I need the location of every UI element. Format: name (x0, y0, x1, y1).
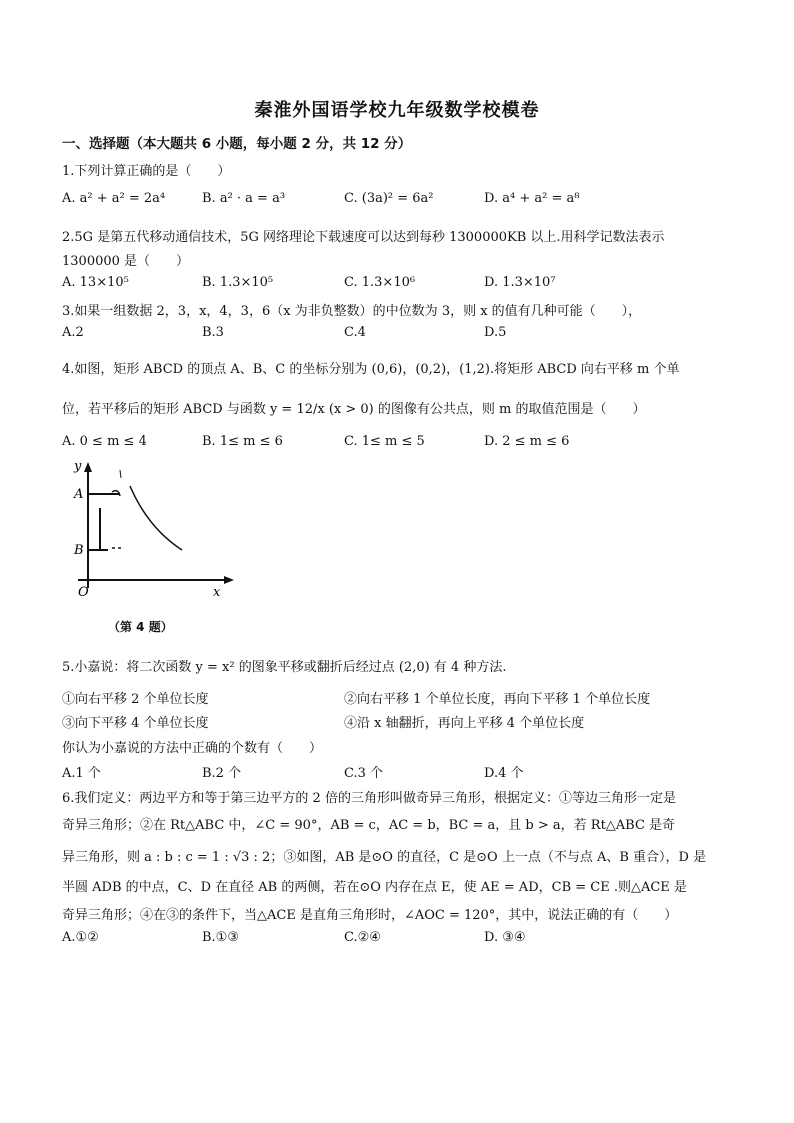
q5-option-b: B.2 个 (202, 766, 242, 781)
q3-option-a: A.2 (62, 325, 84, 340)
q5-option-a: A.1 个 (62, 766, 101, 781)
q2-option-b: B. 1.3×10⁵ (202, 275, 274, 290)
q4-figure (68, 458, 248, 608)
page-title: 秦淮外国语学校九年级数学校模卷 (254, 100, 540, 121)
q2-option-c: C. 1.3×10⁶ (344, 275, 416, 290)
q6-line-3: 异三角形，则 a : b : c = 1 : √3 : 2；③如图，AB 是⊙O 的直径，C 是⊙O 上一点（不与点 A、B 重合），D 是 (62, 850, 707, 865)
y-label: y (74, 459, 82, 474)
q5-method-3: ③向下平移 4 个单位长度 (62, 716, 209, 731)
point-b-label: B (74, 543, 84, 558)
q6-line-1: 6.我们定义：两边平方和等于第三边平方的 2 倍的三角形叫做奇异三角形，根据定义：①等边三角形一定是 (62, 791, 676, 806)
q3-option-b: B.3 (202, 325, 224, 340)
section-heading: 一、选择题（本大题共 6 小题，每小题 2 分，共 12 分） (62, 136, 412, 152)
q5-option-c: C.3 个 (344, 766, 384, 781)
q2-option-d: D. 1.3×10⁷ (484, 275, 556, 290)
q1-option-d: D. a⁴ + a² = a⁸ (484, 191, 580, 206)
q5-method-4: ④沿 x 轴翻折，再向上平移 4 个单位长度 (344, 716, 585, 731)
q5-option-d: D.4 个 (484, 766, 524, 781)
q5-question: 你认为小嘉说的方法中正确的个数有（ ） (62, 741, 323, 756)
q1-option-a: A. a² + a² = 2a⁴ (62, 191, 166, 206)
q4-option-d: D. 2 ≤ m ≤ 6 (484, 434, 570, 449)
q4-figure-caption: （第 4 题） (108, 620, 173, 634)
q4-stem-line2: 位，若平移后的矩形 ABCD 与函数 y = 12/x (x > 0) 的图像有公共点，则 m 的取值范围是（ ） (62, 402, 646, 417)
q6-option-c: C.②④ (344, 930, 381, 945)
q5-stem: 5.小嘉说：将二次函数 y = x² 的图象平移或翻折后经过点 (2,0) 有 4 种方法. (62, 660, 507, 675)
q6-option-d: D. ③④ (484, 930, 526, 945)
x-axis-arrow (224, 576, 234, 584)
q2-stem-line1: 2.5G 是第五代移动通信技术，5G 网络理论下载速度可以达到每秒 1300000KB 以上.用科学记数法表示 (62, 230, 665, 245)
q3-stem: 3.如果一组数据 2，3，x，4，3，6（x 为非负整数）的中位数为 3，则 x 的值有几种可能（ ）， (62, 304, 642, 319)
q2-option-a: A. 13×10⁵ (62, 275, 129, 290)
q6-line-5: 奇异三角形；④在③的条件下，当△ACE 是直角三角形时，∠AOC = 120°，其中，说法正确的有（ ） (62, 908, 678, 923)
q6-option-a: A.①② (62, 930, 99, 945)
q6-line-2: 奇异三角形；②在 Rt△ABC 中，∠C = 90°，AB = c，AC = b，BC = a，且 b > a，若 Rt△ABC 是奇 (62, 818, 676, 833)
q4-option-c: C. 1≤ m ≤ 5 (344, 434, 425, 449)
y-axis-arrow (84, 462, 92, 472)
point-a-label: A (74, 487, 84, 502)
tick-mark (120, 470, 121, 478)
hyperbola-curve (130, 486, 182, 550)
q3-option-c: C.4 (344, 325, 366, 340)
origin-label: O (78, 585, 89, 600)
x-label: x (213, 585, 221, 600)
q1-option-c: C. (3a)² = 6a² (344, 191, 434, 206)
q6-option-b: B.①③ (202, 930, 239, 945)
q4-stem-line1: 4.如图，矩形 ABCD 的顶点 A、B、C 的坐标分别为 (0,6)，(0,2)，(1,2).将矩形 ABCD 向右平移 m 个单 (62, 362, 680, 377)
q3-option-d: D.5 (484, 325, 507, 340)
q1-stem: 1.下列计算正确的是（ ） (62, 164, 231, 179)
q6-line-4: 半圆 ADB 的中点，C、D 在直径 AB 的两侧，若在⊙O 内存在点 E，使 AE = AD，CB = CE .则△ACE 是 (62, 880, 687, 895)
q5-method-1: ①向右平移 2 个单位长度 (62, 692, 209, 707)
q4-option-b: B. 1≤ m ≤ 6 (202, 434, 283, 449)
q4-option-a: A. 0 ≤ m ≤ 4 (62, 434, 147, 449)
q2-stem-line2: 1300000 是（ ） (62, 254, 190, 269)
q5-method-2: ②向右平移 1 个单位长度，再向下平移 1 个单位长度 (344, 692, 651, 707)
q1-option-b: B. a² · a = a³ (202, 191, 286, 206)
